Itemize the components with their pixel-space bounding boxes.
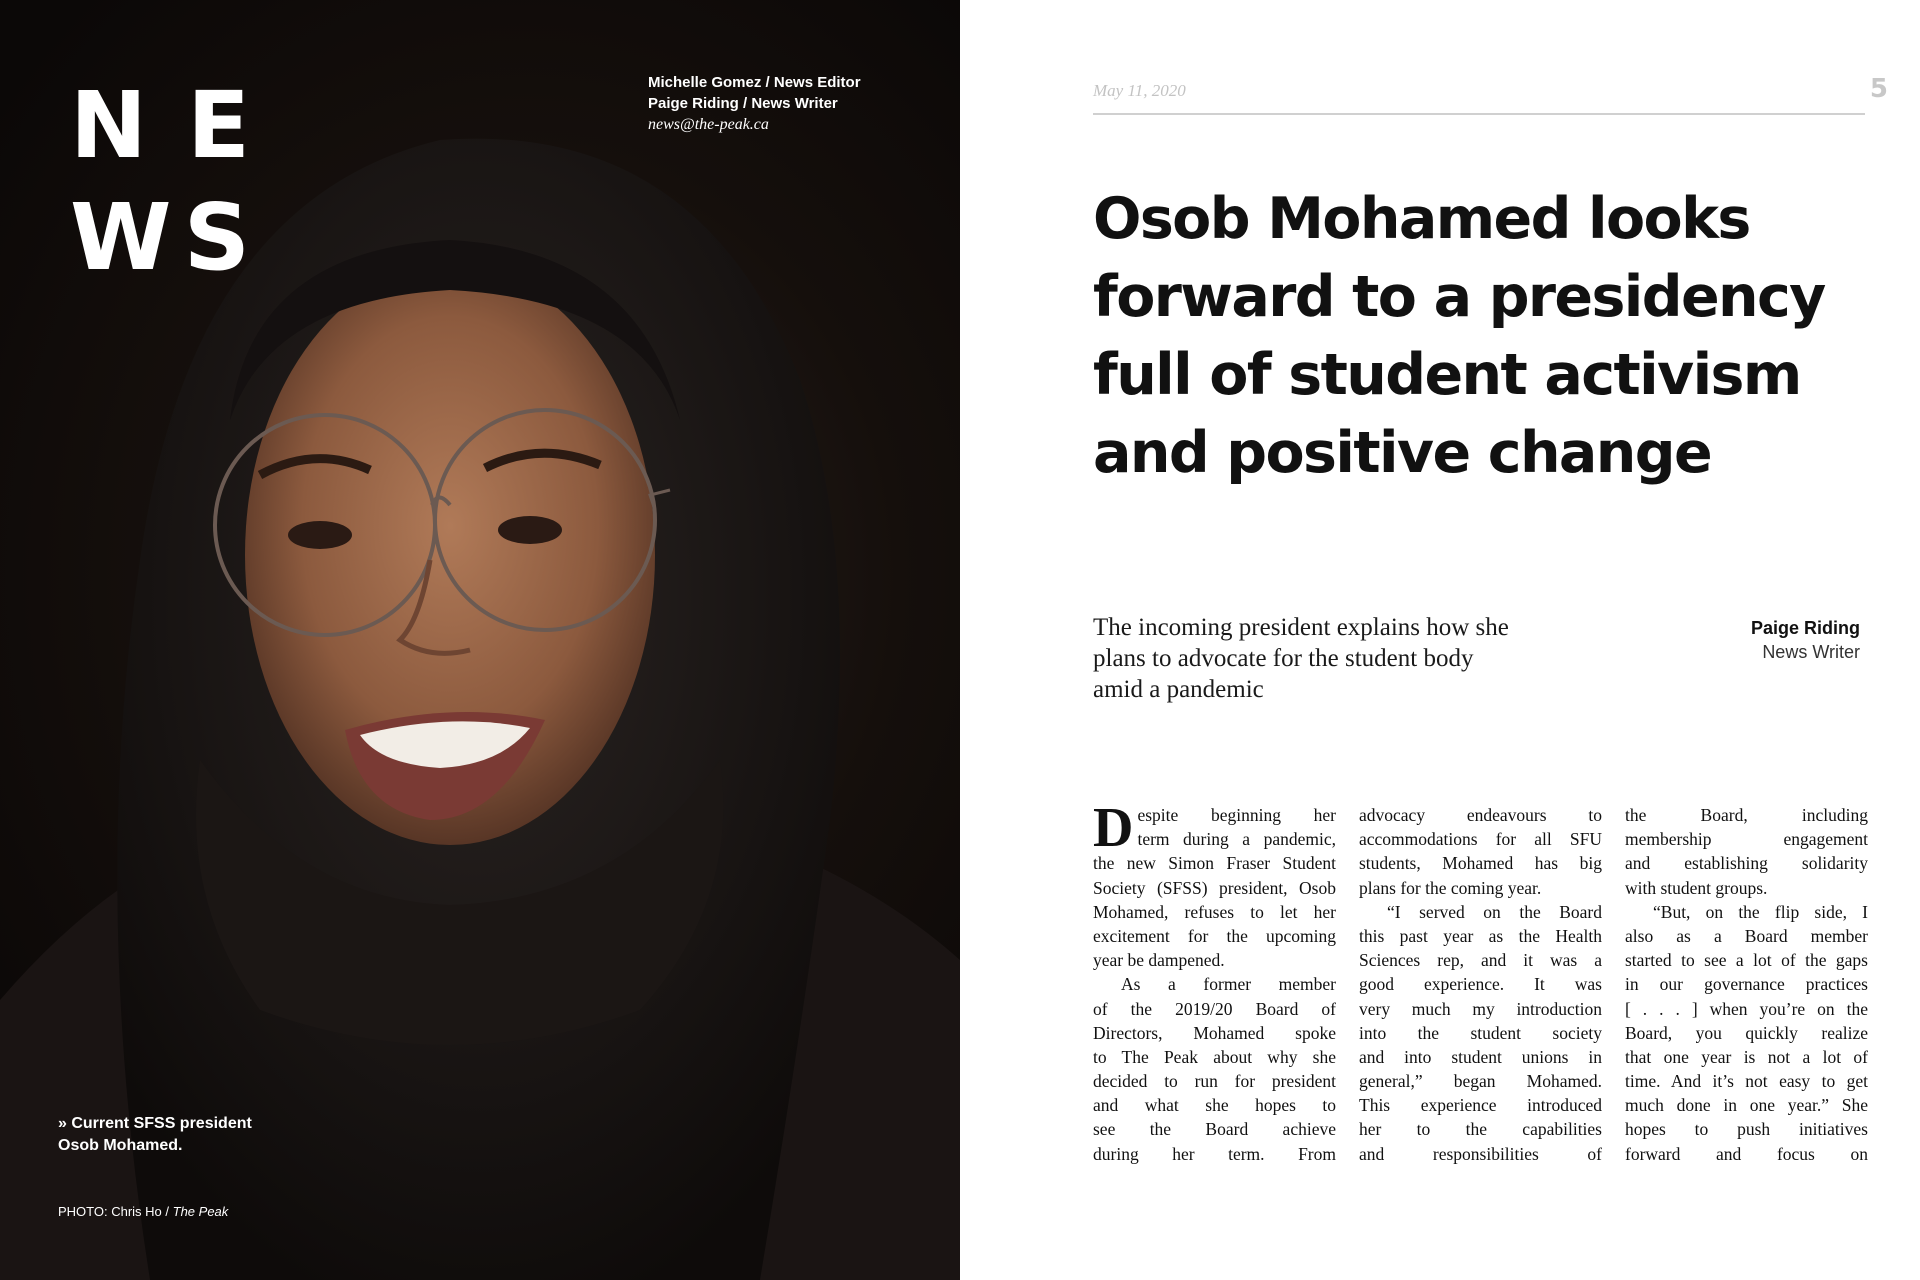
byline-role: News Writer xyxy=(1762,642,1860,662)
body-line: during her term. From xyxy=(1093,1143,1336,1164)
body-line: to The Peak about why she xyxy=(1093,1046,1336,1067)
article-column-3 xyxy=(1625,803,1868,1166)
body-line: excitement for the upcoming xyxy=(1093,925,1336,946)
body-line: her to the capabilities xyxy=(1359,1119,1602,1140)
body-line: the new Simon Fraser Student xyxy=(1093,853,1336,874)
photo-credit xyxy=(58,1204,228,1219)
headline-line: forward to a presidency xyxy=(1093,264,1825,330)
section-masthead xyxy=(648,72,861,135)
byline-name: Paige Riding xyxy=(1750,618,1860,638)
body-line: [ . . . ] when you’re on the xyxy=(1625,998,1868,1019)
body-line: This experience introduced xyxy=(1359,1095,1602,1116)
body-line: this past year as the Health xyxy=(1359,925,1602,946)
body-line: forward and focus on xyxy=(1625,1143,1868,1164)
photo-credit-publication: The Peak xyxy=(172,1204,229,1219)
article-deck xyxy=(1093,612,1563,705)
body-line: general,” began Mohamed. xyxy=(1359,1071,1602,1092)
photo-credit-prefix: PHOTO: Chris Ho / xyxy=(58,1204,170,1219)
section-letter: S xyxy=(183,184,250,291)
body-line: very much my introduction xyxy=(1359,998,1602,1019)
body-line: time. And it’s not easy to get xyxy=(1625,1071,1868,1092)
body-line: decided to run for president xyxy=(1093,1071,1336,1092)
body-line: Society (SFSS) president, Osob xyxy=(1093,877,1336,898)
body-line: and establishing solidarity xyxy=(1625,853,1868,874)
body-line: see the Board achieve xyxy=(1093,1119,1336,1140)
header-rule xyxy=(1093,113,1865,115)
body-line: As a former member xyxy=(1121,974,1336,995)
body-line: that one year is not a lot of xyxy=(1625,1046,1868,1067)
caption-line: Osob Mohamed. xyxy=(58,1137,183,1154)
body-line: advocacy endeavours to xyxy=(1359,805,1602,825)
masthead-email: news@the-peak.ca xyxy=(648,116,769,133)
body-line: and into student unions in xyxy=(1359,1046,1602,1067)
body-line: much done in one year.” She xyxy=(1625,1095,1868,1116)
section-title-news xyxy=(70,70,270,294)
headline-line: Osob Mohamed looks xyxy=(1093,186,1750,252)
page-number: 5 xyxy=(1869,74,1888,104)
body-line: Sciences rep, and it was a xyxy=(1359,950,1602,971)
body-line: in our governance practices xyxy=(1625,974,1868,995)
masthead-editor: Michelle Gomez / News Editor xyxy=(648,74,861,91)
article-headline xyxy=(1093,180,1873,492)
article-column-1 xyxy=(1093,797,1336,1166)
body-line: term during a pandemic, xyxy=(1137,829,1336,850)
body-line: “I served on the Board xyxy=(1387,901,1602,922)
body-line: Board, you quickly realize xyxy=(1625,1022,1868,1043)
body-line: into the student society xyxy=(1359,1022,1602,1043)
drop-cap: D xyxy=(1093,797,1134,859)
section-letter: E xyxy=(187,72,250,179)
body-line: also as a Board member xyxy=(1625,925,1868,946)
deck-line: amid a pandemic xyxy=(1093,676,1264,703)
section-letter: W xyxy=(70,184,172,291)
body-line: Directors, Mohamed spoke xyxy=(1093,1022,1336,1043)
body-line: accommodations for all SFU xyxy=(1359,829,1602,850)
body-line: good experience. It was xyxy=(1359,974,1602,995)
deck-line: plans to advocate for the student body xyxy=(1093,645,1474,672)
body-line: espite beginning her xyxy=(1137,805,1336,825)
section-letter: N xyxy=(70,72,147,179)
body-line: with student groups. xyxy=(1625,877,1768,898)
article-page xyxy=(960,0,1920,1280)
masthead-writer: Paige Riding / News Writer xyxy=(648,95,838,112)
body-line: hopes to push initiatives xyxy=(1625,1119,1868,1140)
body-line: of the 2019/20 Board of xyxy=(1093,998,1336,1019)
deck-line: The incoming president explains how she xyxy=(1093,614,1509,641)
body-line: students, Mohamed has big xyxy=(1359,853,1602,874)
body-line: plans for the coming year. xyxy=(1359,877,1542,898)
body-line: membership engagement xyxy=(1625,829,1868,850)
photo-caption xyxy=(58,1113,358,1157)
body-line: the Board, including xyxy=(1625,805,1868,825)
article-byline xyxy=(1660,616,1860,664)
body-line: Mohamed, refuses to let her xyxy=(1093,901,1336,922)
headline-line: full of student activism xyxy=(1093,342,1801,408)
caption-line: » Current SFSS president xyxy=(58,1115,252,1132)
body-line: started to see a lot of the gaps xyxy=(1625,950,1868,971)
headline-line: and positive change xyxy=(1093,420,1712,486)
article-column-2 xyxy=(1359,803,1602,1166)
body-line: and what she hopes to xyxy=(1093,1095,1336,1116)
body-line: and responsibilities of xyxy=(1359,1143,1602,1164)
body-line: year be dampened. xyxy=(1093,950,1225,971)
page-date: May 11, 2020 xyxy=(1093,81,1186,100)
body-line: “But, on the flip side, I xyxy=(1653,901,1868,922)
